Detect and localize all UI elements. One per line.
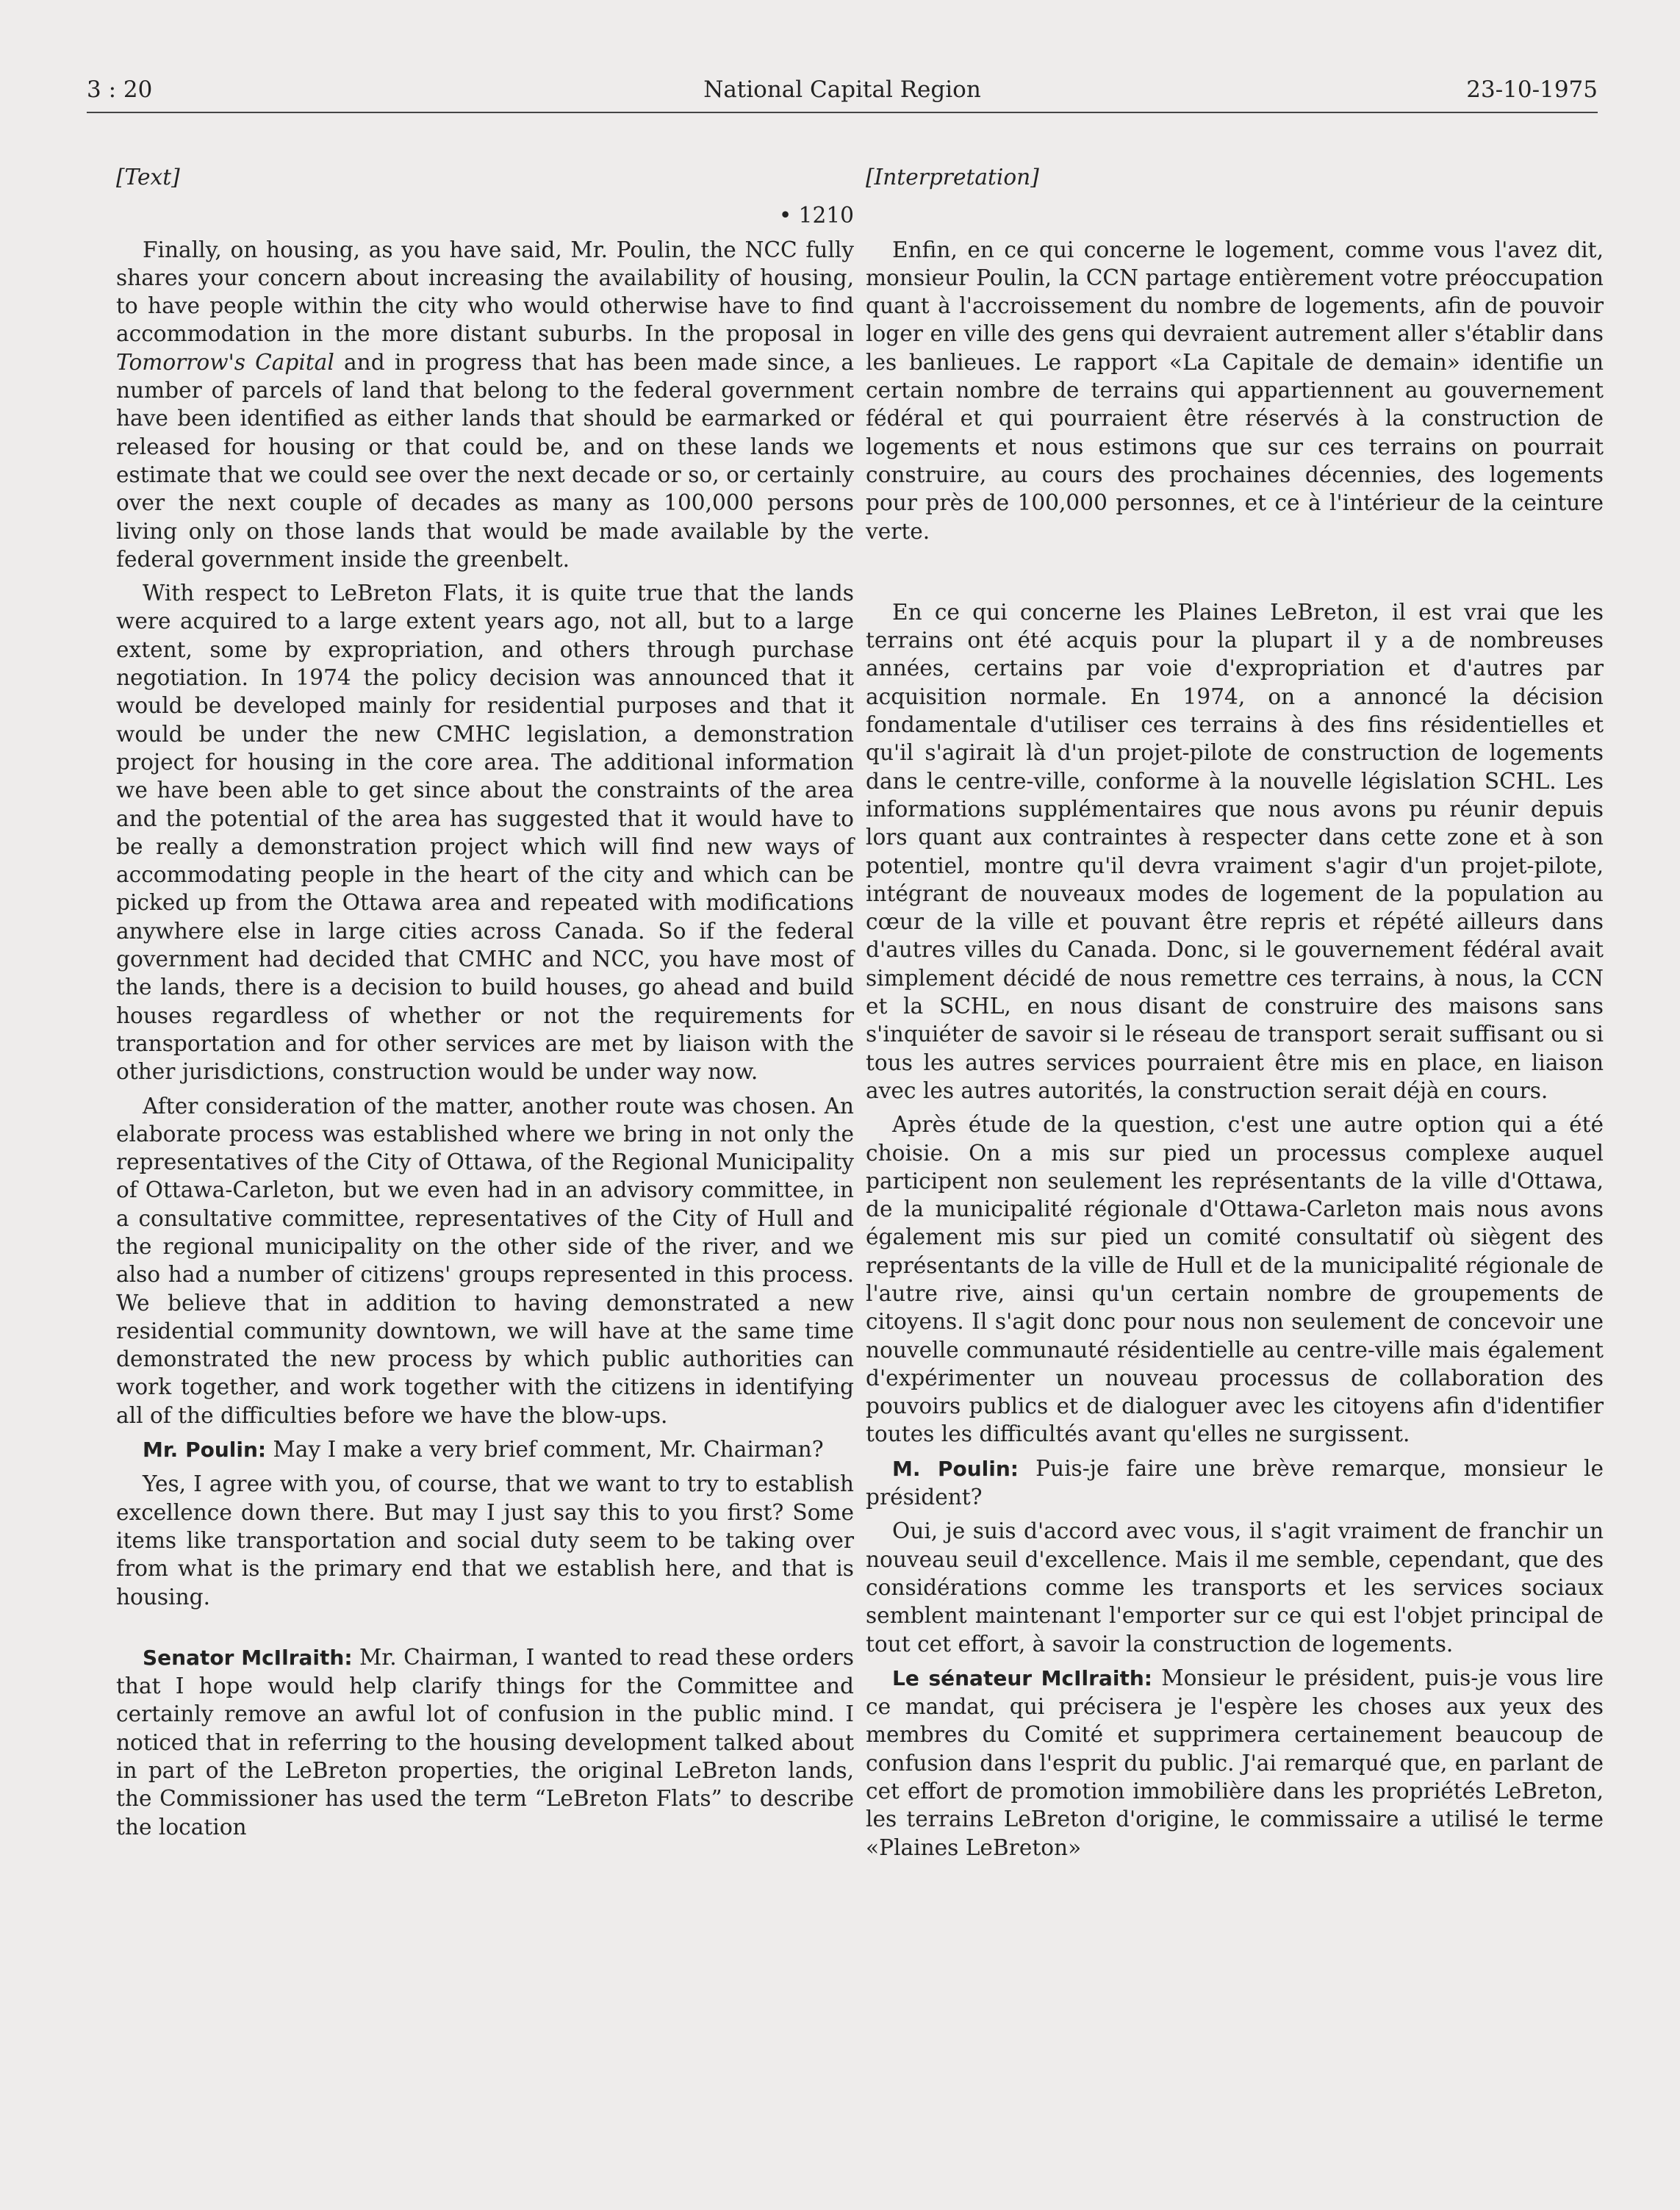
text-run: Puis-je faire une brève remarque, monsieur le président?: [866, 1455, 1604, 1510]
text-run: and in progress that has been made since, a number of parcels of land that belong to the federal government have been identified as either lands that should be earmarked or released for housing or that could be, and on these lands we estimate that we could see over the next decade or so, or certainly over the next couple of decades as many as 100,000 persons living only on those lands that would be made available by the federal government inside the greenbelt.: [116, 349, 854, 572]
paragraph: En ce qui concerne les Plaines LeBreton, il est vrai que les terrains ont été acquis pour la plupart il y a de nombreuses années, certains par voie d'expropriation et d'autres par acquisition normale. En 1974, on a annoncé la décision fondamentale d'utiliser ces terrains à des fins résidentielles et qu'il s'agirait là d'un projet-pilote de construction de logements dans le centre-ville, conforme à la nouvelle législation SCHL. Les informations supplémentaires que nous avons pu réunir depuis lors quant aux contraintes à respecter dans cette zone et à son potentiel, montre qu'il devra vraiment s'agir d'un projet-pilote, intégrant de nouveaux modes de logement de la population au cœur de la ville et pouvant être repris et répété ailleurs dans d'autres villes du Canada. Donc, si le gouvernement fédéral avait simplement décidé de nous remettre ces terrains, à nous, la CCN et la SCHL, en nous disant de construire des maisons sans s'inquiéter de savoir si le réseau de transport serait suffisant ou si tous les autres services pourraient être mis en place, en liaison avec les autres autorités, la construction serait déjà en cours.: [866, 599, 1604, 1103]
speaker-name: Le sénateur McIlraith:: [892, 1665, 1152, 1690]
page-header: [87, 72, 1598, 113]
column-tag: [Interpretation]: [866, 165, 1039, 190]
spacer: [866, 551, 1604, 598]
page-date: 23-10-1975: [1466, 76, 1598, 103]
paragraph: After consideration of the matter, another route was chosen. An elaborate process was established where we bring in not only the representatives of the City of Ottawa, of the Regional Municipality of Ottawa-Carleton, but we even had in an advisory committee, in a consultative committee, representatives of the City of Hull and the regional municipality on the other side of the river, and we also had a number of citizens' groups represented in this process. We believe that in addition to having demonstrated a new residential community downtown, we will have at the same time demonstrated the new process by which public authorities can work together, and work together with the citizens in identifying all of the difficulties before we have the blow-ups.: [116, 1093, 854, 1428]
text-run: May I make a very brief comment, Mr. Chairman?: [266, 1437, 824, 1463]
english-column: [116, 163, 854, 1847]
text-run: Finally, on housing, as you have said, Mr. Poulin, the NCC fully shares your concern about increasing the availability of housing, to have people within the city who would otherwise have to find accommodation in the more distant suburbs. In the proposal in: [116, 237, 854, 347]
paragraph: [116, 236, 854, 574]
paragraph: Enfin, en ce qui concerne le logement, comme vous l'avez dit, monsieur Poulin, la CCN partage entièrement votre préoccupation quant à l'accroissement du nombre de logements, afin de pouvoir loger en ville des gens qui devraient autrement aller s'établir dans les banlieues. Le rapport «La Capitale de demain» identifie un certain nombre de terrains qui appartiennent au gouvernement fédéral et qui pourraient être réservés à la construction de logements et nous estimons que sur ces terrains on pourrait construire, au cours des prochaines décennies, des logements pour près de 100,000 personnes, et ce à l'intérieur de la ceinture verte.: [866, 237, 1604, 544]
paragraph: [116, 1435, 854, 1464]
speaker-name: Mr. Poulin:: [143, 1438, 267, 1463]
publication-title: Tomorrow's Capital: [116, 349, 334, 375]
text-run: Mr. Chairman, I wanted to read these orders that I hope would help clarify things for the Committee and certainly remove an awful lot of confusion in the public mind. I noticed that in referring to the housing development talked about in part of the LeBreton properties, the original LeBreton lands, the Commissioner has used the term “LeBreton Flats” to describe the location: [116, 1644, 854, 1840]
speaker-name: M. Poulin:: [892, 1456, 1019, 1481]
text-run: Monsieur le président, puis-je vous lire ce mandat, qui précisera je l'espère les choses aux yeux des membres du Comité et supprimera certainement beaucoup de confusion dans l'esprit du public. J'ai remarqué que, en parlant de cet effort de promotion immobilière dans les propriétés LeBreton, les terrains LeBreton d'origine, le commissaire a utilisé le terme «Plaines LeBreton»: [866, 1665, 1604, 1860]
paragraph: [116, 1643, 854, 1841]
speaker-name: Senator McIlraith:: [143, 1645, 353, 1670]
paragraph: [866, 1454, 1604, 1512]
french-column: [866, 163, 1604, 1868]
paragraph: With respect to LeBreton Flats, it is quite true that the lands were acquired to a large extent years ago, not all, but to a large extent, some by expropriation, and others through purchase negotiation. In 1974 the policy decision was announced that it would be developed mainly for residential purposes and that it would be under the new CMHC legislation, a demonstration project for housing in the core area. The additional information we have been able to get since about the constraints of the area and the potential of the area has suggested that it would have to be really a demonstration project which will find new ways of accommodating people in the heart of the city and which can be picked up from the Ottawa area and repeated with modifications anywhere else in large cities across Canada. So if the federal government had decided that CMHC and NCC, you have most of the lands, there is a decision to build houses, go ahead and build houses regardless of whether or not the requirements for transportation and for other services are met by liaison with the other jurisdictions, construction would be under way now.: [116, 581, 854, 1085]
time-marker: • 1210: [778, 203, 854, 229]
spacer: [116, 1617, 854, 1643]
paragraph: Yes, I agree with you, of course, that we want to try to establish excellence down there. But may I just say this to you first? Some items like transportation and social duty seem to be taking over from what is the primary end that we establish here, and that is housing.: [116, 1471, 854, 1610]
marker-spacer: [866, 201, 1604, 229]
page-number: 3 : 20: [87, 76, 153, 103]
paragraph: Oui, je suis d'accord avec vous, il s'agit vraiment de franchir un nouveau seuil d'excellence. Mais il me semble, cependant, que des considérations comme les transports et les services sociaux semblent maintenant l'emporter sur ce qui est l'objet principal de tout cet effort, à savoir la construction de logements.: [866, 1518, 1604, 1657]
column-tag: [Text]: [116, 165, 180, 190]
paragraph: [866, 1664, 1604, 1862]
page-title: National Capital Region: [703, 76, 981, 103]
paragraph: Après étude de la question, c'est une autre option qui a été choisie. On a mis sur pied un processus complexe auquel participent non seulement les représentants de la ville d'Ottawa, de la municipalité régionale d'Ottawa-Carleton mais nous avons également mis sur pied un comité consultatif où siègent des représentants de la ville de Hull et de la municipalité régionale de l'autre rive, ainsi qu'un certain nombre de groupements de citoyens. Il s'agit donc pour nous non seulement de concevoir une nouvelle communauté résidentielle au centre-ville mais également d'expérimenter un nouveau processus de collaboration des pouvoirs publics et de dialoguer avec les citoyens afin d'identifier toutes les difficultés avant qu'elles ne surgissent.: [866, 1112, 1604, 1447]
